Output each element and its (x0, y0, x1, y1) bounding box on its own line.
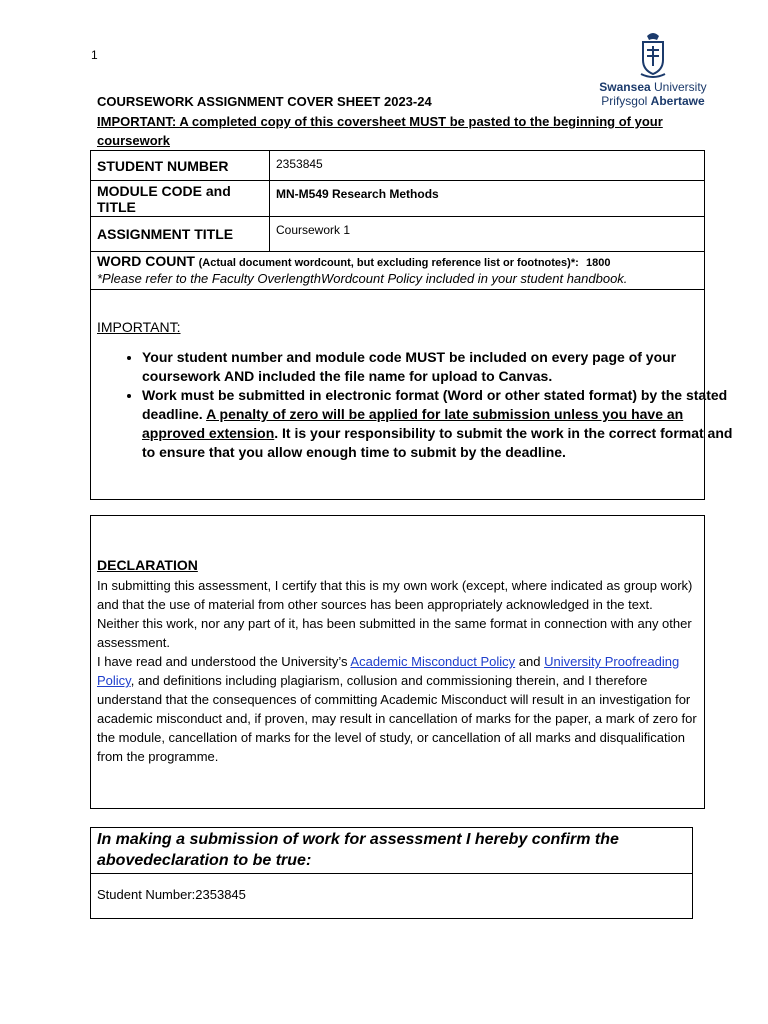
word-count-line (97, 253, 610, 269)
list-item: • Your student number and module code MUST be included on every page of your coursework AND included the file name for upload to Canvas. (142, 348, 747, 386)
assignment-title-value: Coursework 1 (270, 217, 705, 252)
important-list (97, 348, 747, 462)
important-heading: IMPORTANT: (97, 319, 181, 335)
student-info-table (90, 150, 705, 252)
module-value: MN-M549 Research Methods (270, 181, 705, 217)
declaration-heading: DECLARATION (97, 557, 198, 573)
confirmation-student-number: Student Number:2353845 (97, 887, 246, 902)
divider (90, 289, 705, 290)
module-label: MODULE CODE and TITLE (91, 181, 270, 217)
logo-line-1: Swansea University (599, 80, 707, 94)
declaration-paragraph: In submitting this assessment, I certify that this is my own work (except, where indicated as group work) and that the use of material from other sources has been appropriately acknowledged in the text. Neither this work, nor any part of it, has been submitted in the same format in connection with any other assessment. (97, 578, 693, 650)
important-header-note: IMPORTANT: A completed copy of this coversheet MUST be pasted to the beginning of your coursework (97, 114, 663, 148)
assignment-title-label: ASSIGNMENT TITLE (91, 217, 270, 252)
table-row (91, 217, 705, 252)
divider (90, 873, 693, 874)
word-count-policy-note: *Please refer to the Faculty OverlengthWordcount Policy included in your student handbook. (97, 271, 628, 286)
word-count-value: 1800 (586, 257, 611, 269)
confirmation-statement: In making a submission of work for assessment I hereby confirm the abovedeclaration to be true: (97, 831, 619, 869)
logo-line-2: Prifysgol Abertawe (601, 94, 705, 108)
proofreading-policy-link[interactable]: University Proofreading Policy (97, 654, 680, 688)
page-number: 1 (91, 48, 98, 62)
declaration-text (97, 576, 697, 766)
academic-misconduct-policy-link[interactable]: Academic Misconduct Policy (350, 654, 516, 669)
student-number-value: 2353845 (270, 151, 705, 181)
table-row (91, 151, 705, 181)
student-number-label: STUDENT NUMBER (91, 151, 270, 181)
table-row (91, 181, 705, 217)
university-logo (598, 30, 708, 110)
crest-icon (633, 30, 673, 80)
word-count-qualifier: (Actual document wordcount, but excluding reference list or footnotes)*: (198, 257, 579, 269)
declaration-paragraph: I have read and understood the University’s Academic Misconduct Policy and University Proofreading Policy, and definitions including plagiarism, collusion and commissioning therein, and I therefore understand that the consequences of committing Academic Misconduct will result in an investigation for academic misconduct and, if proven, may result in cancellation of marks for the paper, a mark of zero for the module, cancellation of marks for the level of study, or cancellation of all marks and disqualification from the programme. (97, 654, 697, 764)
cover-sheet-title: COURSEWORK ASSIGNMENT COVER SHEET 2023-24 (97, 94, 432, 109)
list-item: • Work must be submitted in electronic format (Word or other stated format) by the stated deadline. A penalty of zero will be applied for late submission unless you have an approved extension. It is your responsibility to submit the work in the correct format and to ensure that you allow enough time to submit by the deadline. (142, 386, 747, 462)
word-count-label: WORD COUNT (97, 253, 195, 269)
